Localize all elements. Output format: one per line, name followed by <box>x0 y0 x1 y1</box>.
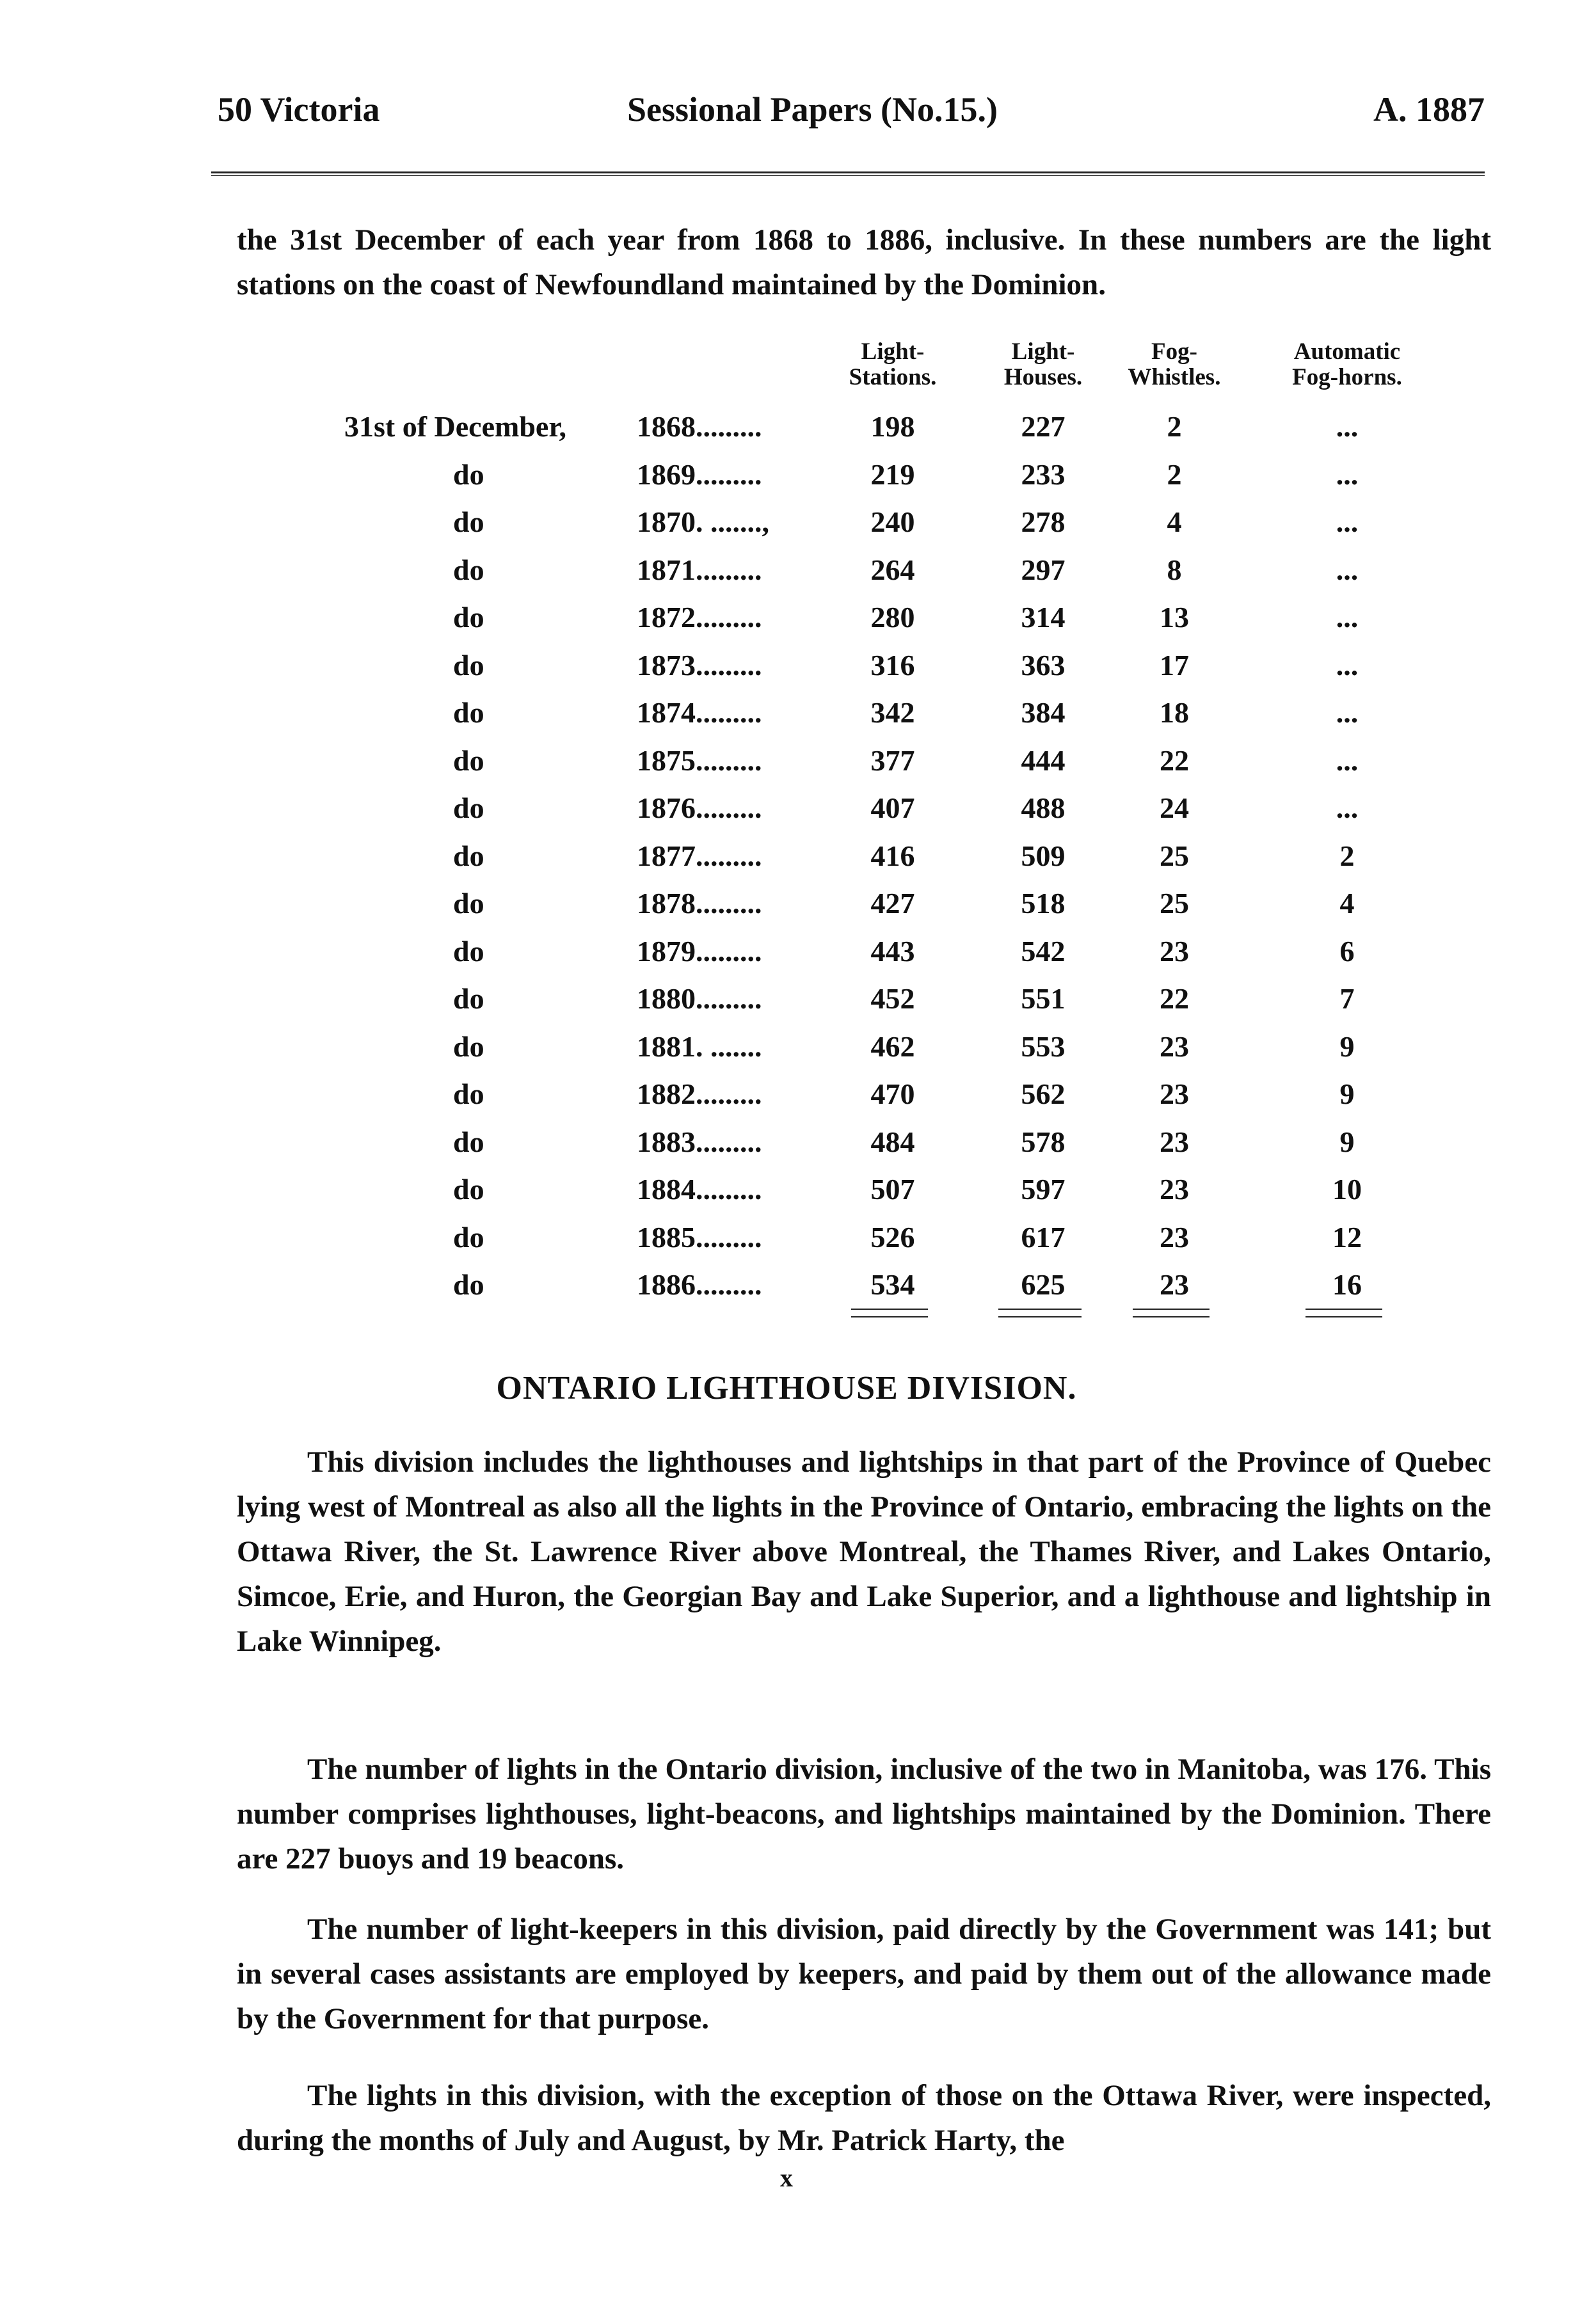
light-stations-value: 280 <box>870 601 915 633</box>
row-year: 1877......... <box>637 839 762 872</box>
row-year: 1874......... <box>637 696 762 729</box>
fog-horns-value: ... <box>1336 648 1359 681</box>
fog-horns-value: ... <box>1336 410 1359 443</box>
header-volume: 50 Victoria <box>218 90 380 129</box>
fog-horns-value: ... <box>1336 505 1359 538</box>
light-houses-value: 314 <box>1021 601 1066 633</box>
ditto-mark: do <box>453 1078 484 1110</box>
light-stations-value: 526 <box>870 1220 915 1254</box>
ditto-mark: do <box>453 1125 484 1158</box>
light-stations-value: 470 <box>870 1078 915 1110</box>
light-houses-value: 363 <box>1021 648 1066 681</box>
light-stations-value: 342 <box>870 696 915 729</box>
light-stations-value: 534 <box>870 1268 915 1301</box>
ditto-mark: do <box>453 648 484 681</box>
table-row <box>0 934 1573 982</box>
fog-horns-value: ... <box>1336 553 1359 586</box>
light-stations-value: 316 <box>870 648 915 681</box>
light-stations-value: 443 <box>870 934 915 967</box>
header-year: A. 1887 <box>1373 90 1485 129</box>
fog-whistles-value: 18 <box>1160 696 1189 729</box>
light-houses-value: 297 <box>1021 553 1066 586</box>
total-rule <box>1306 1309 1382 1317</box>
light-houses-value: 553 <box>1021 1030 1066 1063</box>
table-row <box>0 1220 1573 1268</box>
ditto-mark: do <box>453 1030 484 1063</box>
fog-horns-value: ... <box>1336 696 1359 729</box>
fog-whistles-value: 8 <box>1167 553 1182 586</box>
fog-whistles-value: 24 <box>1160 792 1189 824</box>
total-rule <box>851 1309 928 1317</box>
table-row <box>0 505 1573 552</box>
ditto-mark: do <box>453 934 484 967</box>
fog-whistles-value: 23 <box>1160 1173 1189 1206</box>
ditto-mark: do <box>453 744 484 777</box>
fog-whistles-value: 2 <box>1167 458 1182 491</box>
row-year: 1872......... <box>637 601 762 633</box>
fog-horns-value: ... <box>1336 601 1359 633</box>
table-row <box>0 1077 1573 1124</box>
fog-horns-value: 6 <box>1339 934 1355 967</box>
row-year: 1883......... <box>637 1125 762 1158</box>
table-row <box>0 1030 1573 1077</box>
row-year: 1875......... <box>637 744 762 777</box>
fog-whistles-value: 2 <box>1167 410 1182 443</box>
ditto-mark: do <box>453 505 484 538</box>
row-year: 1882......... <box>637 1078 762 1110</box>
row-year: 1880......... <box>637 982 762 1015</box>
light-stations-value: 264 <box>870 553 915 586</box>
table-row <box>0 744 1573 791</box>
row-year: 1870. ......., <box>637 505 769 538</box>
table-row <box>0 648 1573 696</box>
fog-horns-value: 9 <box>1339 1030 1355 1063</box>
fog-horns-value: 12 <box>1332 1220 1362 1254</box>
table-row <box>0 791 1573 838</box>
table-row <box>0 600 1573 648</box>
fog-horns-value: ... <box>1336 744 1359 777</box>
fog-whistles-value: 23 <box>1160 934 1189 967</box>
fog-horns-value: ... <box>1336 458 1359 491</box>
table-row <box>0 1172 1573 1220</box>
row-year: 1868......... <box>637 410 762 443</box>
light-stations-value: 240 <box>870 505 915 538</box>
table-row <box>0 982 1573 1029</box>
row-year: 1881. ....... <box>637 1030 762 1063</box>
fog-horns-value: 7 <box>1339 982 1355 1015</box>
col-header-fog-horns: Automatic Fog-horns. <box>1292 338 1402 390</box>
header-title: Sessional Papers (No.15.) <box>627 90 998 129</box>
fog-horns-value: ... <box>1336 792 1359 824</box>
col-header-light-houses: Light- Houses. <box>1003 338 1083 390</box>
running-header <box>218 90 1485 141</box>
table-row <box>0 553 1573 600</box>
col-header-fog-whistles: Fog- Whistles. <box>1128 338 1221 390</box>
fog-whistles-value: 22 <box>1160 744 1189 777</box>
light-houses-value: 625 <box>1021 1268 1066 1301</box>
fog-whistles-value: 23 <box>1160 1078 1189 1110</box>
header-rule <box>211 171 1485 176</box>
ditto-mark: do <box>453 553 484 586</box>
fog-horns-value: 10 <box>1332 1173 1362 1206</box>
table-row <box>0 1125 1573 1172</box>
light-stations-value: 377 <box>870 744 915 777</box>
light-houses-value: 384 <box>1021 696 1066 729</box>
light-houses-value: 509 <box>1021 839 1066 872</box>
fog-whistles-value: 22 <box>1160 982 1189 1015</box>
ditto-mark: do <box>453 1173 484 1206</box>
light-houses-value: 562 <box>1021 1078 1066 1110</box>
light-houses-value: 488 <box>1021 792 1066 824</box>
row-year: 1884......... <box>637 1173 762 1206</box>
ditto-mark: do <box>453 1220 484 1254</box>
light-houses-value: 227 <box>1021 410 1066 443</box>
ditto-mark: do <box>453 792 484 824</box>
row-year: 1885......... <box>637 1220 762 1254</box>
col-header-light-stations: Light- Stations. <box>849 338 937 390</box>
table-row <box>0 839 1573 886</box>
light-houses-value: 278 <box>1021 505 1066 538</box>
light-stations-value: 462 <box>870 1030 915 1063</box>
table-row <box>0 886 1573 934</box>
light-stations-value: 427 <box>870 887 915 919</box>
light-stations-value: 507 <box>870 1173 915 1206</box>
light-stations-value: 452 <box>870 982 915 1015</box>
fog-horns-value: 4 <box>1339 887 1355 919</box>
row-year: 1869......... <box>637 458 762 491</box>
table-row <box>0 696 1573 743</box>
fog-whistles-value: 23 <box>1160 1030 1189 1063</box>
paragraph: The lights in this division, with the exception of those on the Ottawa River, were inspected, during the months of July and August, by Mr. Patrick Harty, the <box>237 2079 1491 2157</box>
fog-whistles-value: 17 <box>1160 648 1189 681</box>
fog-horns-value: 9 <box>1339 1078 1355 1110</box>
ditto-mark: do <box>453 887 484 919</box>
ditto-mark: do <box>453 1268 484 1301</box>
light-stations-value: 407 <box>870 792 915 824</box>
fog-whistles-value: 25 <box>1160 887 1189 919</box>
fog-whistles-value: 23 <box>1160 1125 1189 1158</box>
fog-whistles-value: 23 <box>1160 1268 1189 1301</box>
light-houses-value: 233 <box>1021 458 1066 491</box>
paragraph: This division includes the lighthouses and lightships in that part of the Province of Quebec lying west of Montreal as also all the lights in the Province of Ontario, embracing the lights on the Ottawa River, the St. Lawrence River above Montreal, the Thames River, and Lakes Ontario, Simcoe, Erie, and Huron, the Georgian Bay and Lake Superior, and a lighthouse and lightship in Lake Winnipeg. <box>237 1445 1491 1658</box>
light-stations-value: 416 <box>870 839 915 872</box>
table-row <box>0 458 1573 505</box>
light-houses-value: 518 <box>1021 887 1066 919</box>
light-stations-value: 484 <box>870 1125 915 1158</box>
light-stations-value: 198 <box>870 410 915 443</box>
row-year: 1879......... <box>637 934 762 967</box>
ditto-mark: do <box>453 601 484 633</box>
page-folio: x <box>780 2163 793 2192</box>
intro-paragraph: the 31st December of each year from 1868 to 1886, inclusive. In these numbers are the light stations on the coast of Newfoundland maintained by the Dominion. <box>237 223 1491 301</box>
row-year: 1873......... <box>637 648 762 681</box>
section-title: ONTARIO LIGHTHOUSE DIVISION. <box>496 1370 1077 1406</box>
row-label: 31st of December, <box>344 410 567 443</box>
fog-whistles-value: 4 <box>1167 505 1182 538</box>
light-houses-value: 542 <box>1021 934 1066 967</box>
ditto-mark: do <box>453 458 484 491</box>
fog-horns-value: 2 <box>1339 839 1355 872</box>
ditto-mark: do <box>453 696 484 729</box>
ditto-mark: do <box>453 982 484 1015</box>
light-houses-value: 597 <box>1021 1173 1066 1206</box>
light-houses-value: 617 <box>1021 1220 1066 1254</box>
light-stations-value: 219 <box>870 458 915 491</box>
table-row <box>0 1268 1573 1315</box>
lights-table <box>0 339 1573 1363</box>
table-row <box>0 410 1573 457</box>
ditto-mark: do <box>453 839 484 872</box>
row-year: 1871......... <box>637 553 762 586</box>
row-year: 1876......... <box>637 792 762 824</box>
light-houses-value: 578 <box>1021 1125 1066 1158</box>
fog-horns-value: 9 <box>1339 1125 1355 1158</box>
paragraph: The number of light-keepers in this division, paid directly by the Government was 141; but in several cases assistants are employed by keepers, and paid by them out of the allowance made by the Government for that purpose. <box>237 1913 1491 2035</box>
row-year: 1878......... <box>637 887 762 919</box>
paragraph: The number of lights in the Ontario division, inclusive of the two in Manitoba, was 176. This number comprises lighthouses, light-beacons, and lightships maintained by the Dominion. There are 227 buoys and 19 beacons. <box>237 1753 1491 1875</box>
fog-whistles-value: 23 <box>1160 1220 1189 1254</box>
light-houses-value: 551 <box>1021 982 1066 1015</box>
light-houses-value: 444 <box>1021 744 1066 777</box>
total-rule <box>998 1309 1082 1317</box>
fog-whistles-value: 25 <box>1160 839 1189 872</box>
fog-horns-value: 16 <box>1332 1268 1362 1301</box>
total-rule <box>1133 1309 1210 1317</box>
fog-whistles-value: 13 <box>1160 601 1189 633</box>
row-year: 1886......... <box>637 1268 762 1301</box>
